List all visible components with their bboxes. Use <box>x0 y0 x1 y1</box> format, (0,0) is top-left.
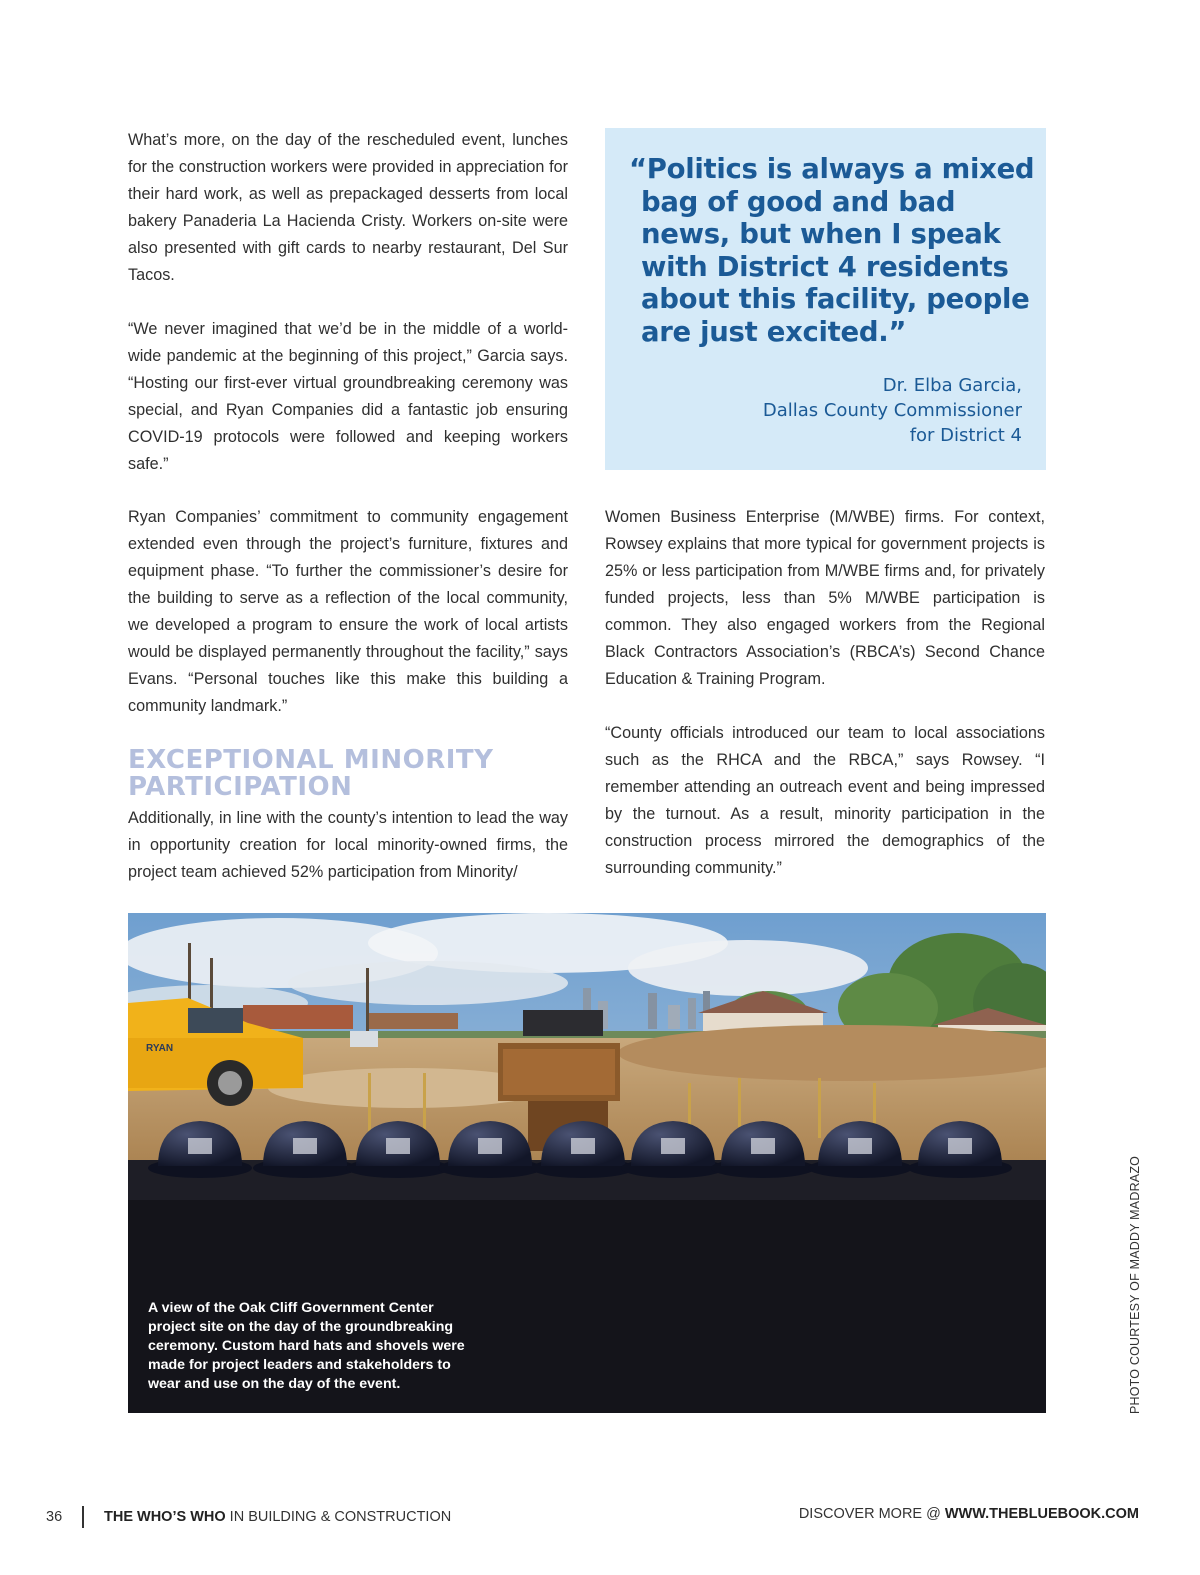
attribution-district: for District 4 <box>909 425 1022 446</box>
truck-label: RYAN <box>146 1043 174 1054</box>
article-column-left-top <box>128 127 568 478</box>
publication-name-bold: THE WHO’S WHO <box>104 1509 226 1525</box>
subheading-line-1: EXCEPTIONAL MINORITY <box>128 745 494 775</box>
discover-label: DISCOVER MORE @ <box>798 1506 945 1522</box>
section-subheading <box>128 747 568 801</box>
body-paragraph: “County officials introduced our team to local associations such as the RHCA and the RBCA,” says Rowsey. “I remember attending an outreach event and being impressed by the turnout. As a result, minority participation in the construction process mirrored the demographics of the surrounding community.” <box>605 724 1045 877</box>
photo-credit: PHOTO COURTESY OF MADDY MADRAZO <box>1128 1155 1142 1414</box>
footer-right <box>799 1506 1139 1522</box>
footer-divider <box>82 1506 84 1528</box>
website-link[interactable]: WWW.THEBLUEBOOK.COM <box>944 1506 1139 1522</box>
footer-left <box>46 1506 451 1528</box>
pull-quote-box <box>605 128 1046 470</box>
page-number: 36 <box>46 1509 63 1525</box>
body-paragraph: What’s more, on the day of the rescheduled event, lunches for the construction workers were provided in appreciation for their hard work, as well as prepackaged desserts from local bakery Panaderia La Hacienda Cristy. Workers on-site were also presented with gift cards to nearby restaurant, Del Sur Tacos. <box>128 131 568 284</box>
pull-quote-attribution <box>763 373 1022 448</box>
photo-caption: A view of the Oak Cliff Government Center project site on the day of the groundbreaking ceremony. Custom hard hats and shovels were made for project leaders and stakeholders to wear and use on the day of the event. <box>148 1300 465 1392</box>
article-column-right-bottom <box>605 504 1045 882</box>
groundbreaking-photo <box>128 913 1046 1413</box>
subheading-line-2: PARTICIPATION <box>128 772 353 802</box>
hard-hat-row <box>148 1121 1012 1178</box>
pull-quote-text: “Politics is always a mixed bag of good and bad news, but when I speak with District 4 residents about this facility, people are just excited.” <box>629 153 1035 348</box>
body-paragraph: “We never imagined that we’d be in the middle of a world-wide pandemic at the beginning of this project,” Garcia says. “Hosting our first-ever virtual groundbreaking ceremony was special, and Ryan Companies did a fantastic job ensuring COVID-19 protocols were followed and keeping workers safe.” <box>128 320 568 473</box>
attribution-name: Dr. Elba Garcia, <box>882 375 1022 396</box>
article-column-left-bottom <box>128 504 568 886</box>
body-paragraph: Women Business Enterprise (M/WBE) firms. For context, Rowsey explains that more typical for government projects is 25% or less participation from M/WBE firms and, for privately funded projects, less than 5% M/WBE participation is common. They also engaged workers from the Regional Black Contractors Association’s (RBCA’s) Second Chance Education & Training Program. <box>605 508 1045 688</box>
body-paragraph: Additionally, in line with the county’s intention to lead the way in opportunity creation for local minority-owned firms, the project team achieved 52% participation from Minority/ <box>128 809 568 881</box>
body-paragraph: Ryan Companies’ commitment to community engagement extended even through the project’s furniture, fixtures and equipment phase. “To further the commissioner’s desire for the building to serve as a reflection of the local community, we developed a program to ensure the work of local artists would be displayed permanently throughout the facility,” says Evans. “Personal touches like this make this building a community landmark.” <box>128 508 568 715</box>
attribution-title: Dallas County Commissioner <box>762 400 1022 421</box>
publication-name-rest: IN BUILDING & CONSTRUCTION <box>225 1509 452 1525</box>
